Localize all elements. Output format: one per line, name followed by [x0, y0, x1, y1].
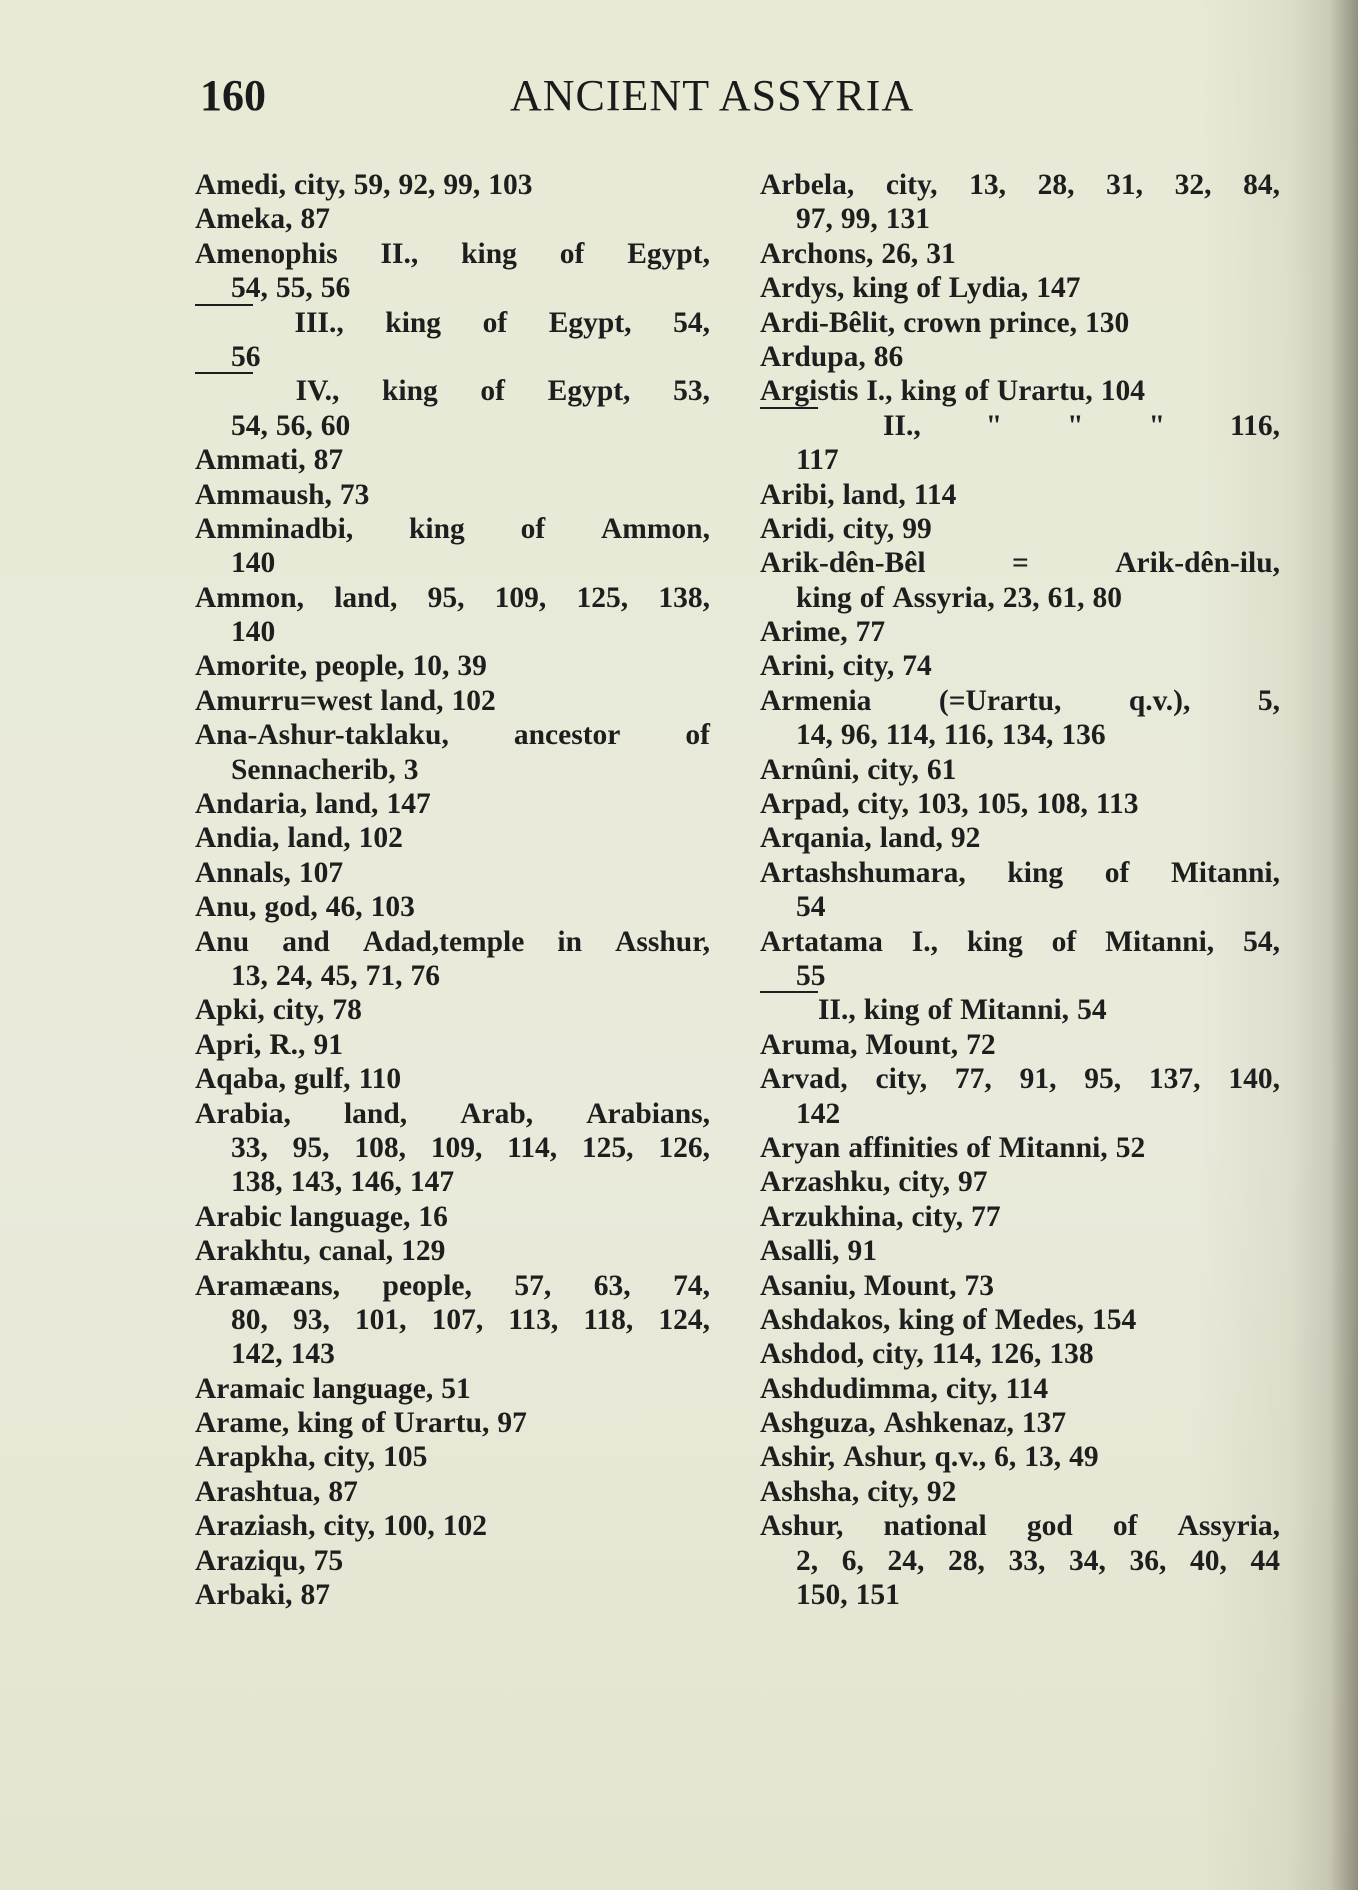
index-entry: [195, 684, 710, 718]
index-entry-continuation: 33, 95, 108, 109, 114, 125, 126,: [231, 1131, 710, 1164]
index-entry-line: Asaniu, Mount, 73: [760, 1269, 995, 1302]
ditto-dash: [195, 372, 253, 406]
index-entry-line: Anu and Adad,temple in Asshur,: [195, 925, 710, 958]
index-entry: [760, 1028, 1280, 1062]
index-entry-line: Apki, city, 78: [195, 994, 362, 1027]
index-entry-line: Ammaush, 73: [195, 478, 370, 511]
index-entry-line: Aryan affinities of Mitanni, 52: [760, 1131, 1146, 1164]
index-entry-line: Ardys, king of Lydia, 147: [760, 272, 1081, 305]
index-entry: [760, 1372, 1280, 1406]
index-entry-line: Arakhtu, canal, 129: [195, 1235, 446, 1268]
index-entry-continuation: 140: [231, 547, 276, 580]
index-entry: [760, 1303, 1280, 1337]
index-entry: [195, 1406, 710, 1440]
index-entry: [760, 925, 1280, 994]
index-entry-line: Arzukhina, city, 77: [760, 1200, 1001, 1233]
index-entry-continuation: Sennacherib, 3: [231, 753, 419, 786]
index-entry: [760, 993, 1280, 1027]
index-entry-line: II., " " " 116,: [760, 409, 1280, 443]
index-entry-line: Ammati, 87: [195, 444, 344, 477]
index-entry: [760, 649, 1280, 683]
index-entry-line: Armenia (=Urartu, q.v.), 5,: [760, 684, 1280, 717]
index-entry-continuation: 138, 143, 146, 147: [231, 1166, 455, 1199]
index-entry: [195, 1097, 710, 1200]
index-entry: [760, 615, 1280, 649]
index-entry-continuation: 14, 96, 114, 116, 134, 136: [796, 719, 1106, 752]
index-entry-continuation: 56: [231, 340, 261, 373]
index-entry-line: Arzashku, city, 97: [760, 1166, 988, 1199]
index-entry: [760, 821, 1280, 855]
index-entry: [760, 478, 1280, 512]
index-entry: [195, 306, 710, 375]
index-entry-line: Ashur, national god of Assyria,: [760, 1510, 1280, 1543]
index-entry: [760, 1200, 1280, 1234]
index-entry-line: Amorite, people, 10, 39: [195, 650, 487, 683]
index-entry: [195, 237, 710, 306]
index-entry-line: Ashguza, Ashkenaz, 137: [760, 1407, 1067, 1440]
index-entry: [760, 271, 1280, 305]
index-entry: [195, 1200, 710, 1234]
index-entry: [195, 1544, 710, 1578]
index-entry: [760, 546, 1280, 615]
index-entry: [760, 237, 1280, 271]
index-entry: [760, 374, 1280, 408]
index-entry-line: Arini, city, 74: [760, 650, 932, 683]
index-entry: [195, 1372, 710, 1406]
index-entry: [760, 1131, 1280, 1165]
running-title: ANCIENT ASSYRIA: [510, 71, 915, 120]
index-entry-line: Ashir, Ashur, q.v., 6, 13, 49: [760, 1441, 1099, 1474]
index-entry-line: Annals, 107: [195, 856, 344, 889]
index-entry-line: Aridi, city, 99: [760, 512, 932, 545]
index-entry-line: Arvad, city, 77, 91, 95, 137, 140,: [760, 1063, 1280, 1096]
index-column-left: [195, 168, 710, 1612]
index-entry-line: Artatama I., king of Mitanni, 54,: [760, 925, 1280, 958]
index-entry: [760, 409, 1280, 478]
index-entry: [195, 993, 710, 1027]
index-entry-continuation: 2, 6, 24, 28, 33, 34, 36, 40, 44: [796, 1544, 1280, 1577]
index-entry-line: Arnûni, city, 61: [760, 753, 957, 786]
index-entry: [760, 168, 1280, 237]
index-entry-line: Apri, R., 91: [195, 1028, 343, 1061]
index-entry: [195, 512, 710, 581]
index-entry: [195, 1234, 710, 1268]
index-column-right: [760, 168, 1280, 1612]
index-entry-line: Araziash, city, 100, 102: [195, 1510, 487, 1543]
index-entry: [195, 787, 710, 821]
index-entry: [195, 890, 710, 924]
ditto-dash: [760, 991, 818, 1025]
index-entry-line: Ashdakos, king of Medes, 154: [760, 1303, 1137, 1336]
index-entry-line: Amedi, city, 59, 92, 99, 103: [195, 169, 533, 201]
index-entry-line: Ashdudimma, city, 114: [760, 1372, 1049, 1405]
index-entry: [760, 684, 1280, 753]
index-entry: [195, 925, 710, 994]
index-entry: [760, 787, 1280, 821]
index-entry-line: Artashshumara, king of Mitanni,: [760, 856, 1280, 889]
page-header: [200, 70, 1000, 130]
page-number: 160: [200, 71, 266, 120]
index-entry: [195, 1440, 710, 1474]
index-entry: [195, 1475, 710, 1509]
index-entry-line: Ardupa, 86: [760, 340, 904, 373]
index-entry-continuation: 54, 56, 60: [231, 409, 351, 442]
index-entry-line: Ammon, land, 95, 109, 125, 138,: [195, 581, 710, 614]
index-entry-line: Argistis I., king of Urartu, 104: [760, 375, 1146, 408]
index-entry: [195, 581, 710, 650]
index-entry: [195, 202, 710, 236]
index-entry: [195, 168, 710, 202]
index-entry-line: II., king of Mitanni, 54: [760, 993, 1280, 1027]
ditto-dash: [195, 304, 253, 338]
index-entry-continuation: 55: [796, 959, 826, 992]
index-entry-line: Arbela, city, 13, 28, 31, 32, 84,: [760, 169, 1280, 201]
index-entry-line: Arik-dên-Bêl = Arik-dên-ilu,: [760, 547, 1280, 580]
index-entry-line: Asalli, 91: [760, 1235, 877, 1268]
index-entry-line: Andaria, land, 147: [195, 788, 431, 821]
index-entry-line: Aramæans, people, 57, 63, 74,: [195, 1269, 710, 1302]
index-entry-continuation: 54, 55, 56: [231, 272, 351, 305]
index-entry-continuation: 97, 99, 131: [796, 203, 930, 236]
index-entry: [760, 512, 1280, 546]
ditto-dash: [760, 407, 818, 441]
index-entry-line: Aramaic language, 51: [195, 1372, 471, 1405]
index-entry: [760, 1509, 1280, 1612]
index-entry-continuation: 80, 93, 101, 107, 113, 118, 124,: [231, 1303, 710, 1336]
index-entry: [195, 1062, 710, 1096]
index-entry: [760, 1440, 1280, 1474]
index-entry: [195, 821, 710, 855]
page-spine-shadow: [1330, 0, 1358, 1890]
index-entry: [195, 649, 710, 683]
index-entry-line: Ana-Ashur-taklaku, ancestor of: [195, 719, 710, 752]
index-entry: [195, 1578, 710, 1612]
index-entry-continuation: 142, 143: [231, 1338, 335, 1371]
index-entry-line: Ashdod, city, 114, 126, 138: [760, 1338, 1094, 1371]
index-entry-line: Arabia, land, Arab, Arabians,: [195, 1097, 710, 1130]
index-entry-continuation: 13, 24, 45, 71, 76: [231, 959, 440, 992]
index-entry-line: Anu, god, 46, 103: [195, 891, 415, 924]
index-entry-line: Arashtua, 87: [195, 1475, 358, 1508]
index-entry-line: Amminadbi, king of Ammon,: [195, 512, 710, 545]
index-entry-continuation: king of Assyria, 23, 61, 80: [796, 581, 1123, 614]
index-entry: [760, 1062, 1280, 1131]
index-entry-line: Ameka, 87: [195, 203, 331, 236]
index-entry-continuation: 140: [231, 616, 276, 649]
index-entry: [760, 1406, 1280, 1440]
index-entry-line: Aruma, Mount, 72: [760, 1028, 996, 1061]
index-entry: [195, 1509, 710, 1543]
index-entry: [760, 856, 1280, 925]
index-entry-continuation: 150, 151: [796, 1579, 900, 1612]
index-entry: [195, 443, 710, 477]
index-entry: [760, 1475, 1280, 1509]
index-entry: [760, 1234, 1280, 1268]
index-entry: [195, 374, 710, 443]
index-entry: [195, 478, 710, 512]
index-entry-continuation: 117: [796, 444, 839, 477]
index-entry: [760, 1337, 1280, 1371]
index-entry-line: Amenophis II., king of Egypt,: [195, 237, 710, 270]
index-entry-line: Aribi, land, 114: [760, 478, 957, 511]
index-entry-line: Arbaki, 87: [195, 1579, 331, 1612]
index-entry: [760, 1269, 1280, 1303]
index-entry-line: IV., king of Egypt, 53,: [195, 374, 710, 408]
index-entry-line: Amurru=west land, 102: [195, 684, 496, 717]
index-entry-line: Araziqu, 75: [195, 1544, 344, 1577]
index-entry-line: Archons, 26, 31: [760, 237, 956, 270]
index-entry-line: Arame, king of Urartu, 97: [195, 1407, 527, 1440]
index-entry-line: Arabic language, 16: [195, 1200, 448, 1233]
index-entry: [760, 753, 1280, 787]
index-entry: [195, 1269, 710, 1372]
index-entry-line: Arqania, land, 92: [760, 822, 981, 855]
index-entry-line: III., king of Egypt, 54,: [195, 306, 710, 340]
index-entry: [195, 856, 710, 890]
index-entry-line: Arpad, city, 103, 105, 108, 113: [760, 788, 1139, 821]
index-entry: [760, 306, 1280, 340]
index-entry: [760, 1165, 1280, 1199]
index-entry: [760, 340, 1280, 374]
index-entry-line: Aqaba, gulf, 110: [195, 1063, 402, 1096]
index-entry-line: Ashsha, city, 92: [760, 1475, 957, 1508]
index-entry-continuation: 142: [796, 1097, 841, 1130]
index-entry-line: Andia, land, 102: [195, 822, 403, 855]
index-entry-line: Ardi-Bêlit, crown prince, 130: [760, 306, 1130, 339]
index-entry-line: Arime, 77: [760, 616, 886, 649]
index-entry: [195, 718, 710, 787]
index-entry: [195, 1028, 710, 1062]
index-entry-line: Arapkha, city, 105: [195, 1441, 428, 1474]
index-entry-continuation: 54: [796, 891, 826, 924]
